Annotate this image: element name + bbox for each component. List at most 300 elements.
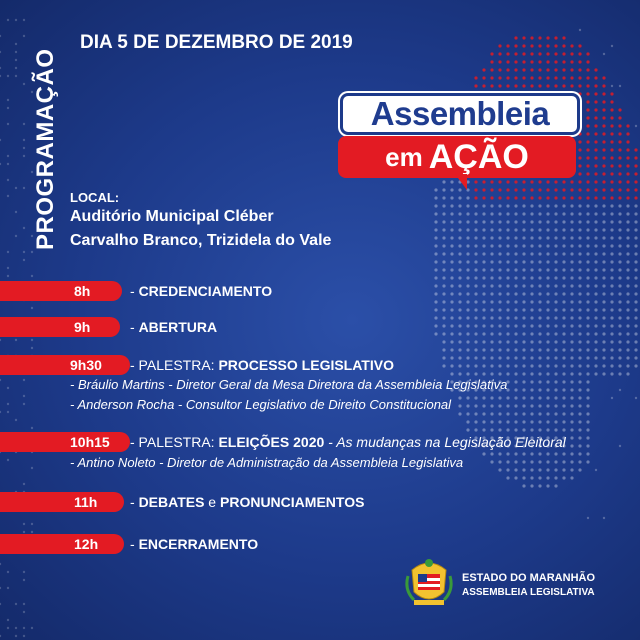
decor-dot xyxy=(522,420,525,423)
decor-dot xyxy=(434,300,437,303)
decor-dot xyxy=(522,468,525,471)
decor-dot xyxy=(450,228,453,231)
decor-dot xyxy=(490,212,493,215)
decor-dot xyxy=(586,412,589,415)
decor-dot xyxy=(490,180,493,183)
decor-dot xyxy=(506,252,509,255)
decor-dot xyxy=(586,364,589,367)
decor-dot xyxy=(498,52,501,55)
decor-dot xyxy=(482,284,485,287)
decor-dot xyxy=(634,228,637,231)
decor-dot xyxy=(546,44,549,47)
decor-dot xyxy=(619,445,621,447)
decor-dot xyxy=(466,268,469,271)
decor-dot xyxy=(570,52,573,55)
decor-dot xyxy=(602,204,605,207)
decor-dot xyxy=(586,276,589,279)
decor-dot xyxy=(554,212,557,215)
decor-dot xyxy=(578,84,581,87)
decor-dot xyxy=(586,340,589,343)
decor-dot xyxy=(618,268,621,271)
decor-dot xyxy=(506,396,509,399)
decor-dot xyxy=(594,124,597,127)
decor-dot xyxy=(530,76,533,79)
decor-dot xyxy=(506,228,509,231)
decor-dot xyxy=(562,476,565,479)
decor-dot xyxy=(506,348,509,351)
decor-dot xyxy=(562,212,565,215)
decor-dot xyxy=(619,389,621,391)
decor-dot xyxy=(602,364,605,367)
decor-dot xyxy=(610,220,613,223)
decor-dot xyxy=(498,180,501,183)
decor-dot xyxy=(498,276,501,279)
decor-dot xyxy=(546,196,549,199)
decor-dot xyxy=(530,468,533,471)
decor-dot xyxy=(15,67,17,69)
decor-dot xyxy=(602,356,605,359)
decor-dot xyxy=(546,340,549,343)
decor-dot xyxy=(554,452,557,455)
decor-dot xyxy=(562,348,565,351)
decor-dot xyxy=(546,236,549,239)
decor-dot xyxy=(506,260,509,263)
decor-dot xyxy=(490,244,493,247)
item-subtitle: - As mudanças na Legislação Eleitoral xyxy=(324,434,566,450)
decor-dot xyxy=(570,372,573,375)
decor-dot xyxy=(442,364,445,367)
decor-dot xyxy=(538,236,541,239)
decor-dot xyxy=(530,348,533,351)
decor-dot xyxy=(23,227,25,229)
decor-dot xyxy=(626,372,629,375)
decor-dot xyxy=(578,212,581,215)
decor-dot xyxy=(594,100,597,103)
time-bar xyxy=(0,355,130,375)
decor-dot xyxy=(619,85,621,87)
time-bar xyxy=(0,492,124,512)
decor-dot xyxy=(514,348,517,351)
decor-dot xyxy=(586,460,589,463)
decor-dot xyxy=(498,76,501,79)
decor-dot xyxy=(23,379,25,381)
decor-dot xyxy=(458,244,461,247)
decor-dot xyxy=(570,300,573,303)
decor-dot xyxy=(434,260,437,263)
event-date: DIA 5 DE DEZEMBRO DE 2019 xyxy=(80,32,353,53)
decor-dot xyxy=(442,324,445,327)
decor-dot xyxy=(482,252,485,255)
decor-dot xyxy=(514,372,517,375)
decor-dot xyxy=(458,252,461,255)
decor-dot xyxy=(490,268,493,271)
decor-dot xyxy=(15,211,17,213)
decor-dot xyxy=(458,204,461,207)
decor-dot xyxy=(578,364,581,367)
decor-dot xyxy=(31,427,33,429)
decor-dot xyxy=(498,356,501,359)
decor-dot xyxy=(458,228,461,231)
decor-dot xyxy=(458,284,461,287)
decor-dot xyxy=(586,380,589,383)
decor-dot xyxy=(514,244,517,247)
decor-dot xyxy=(562,412,565,415)
decor-dot xyxy=(522,340,525,343)
decor-dot xyxy=(7,571,9,573)
decor-dot xyxy=(594,196,597,199)
decor-dot xyxy=(594,108,597,111)
decor-dot xyxy=(474,268,477,271)
decor-dot xyxy=(626,252,629,255)
decor-dot xyxy=(514,476,517,479)
decor-dot xyxy=(490,252,493,255)
decor-dot xyxy=(538,468,541,471)
item-prefix: - PALESTRA: xyxy=(130,434,219,450)
decor-dot xyxy=(458,356,461,359)
decor-dot xyxy=(562,236,565,239)
decor-dot xyxy=(546,388,549,391)
decor-dot xyxy=(530,68,533,71)
decor-dot xyxy=(482,332,485,335)
item-title: CREDENCIAMENTO xyxy=(138,283,273,299)
decor-dot xyxy=(602,212,605,215)
decor-dot xyxy=(538,212,541,215)
decor-dot xyxy=(570,284,573,287)
decor-dot xyxy=(546,428,549,431)
decor-dot xyxy=(562,308,565,311)
decor-dot xyxy=(602,196,605,199)
decor-dot xyxy=(578,68,581,71)
decor-dot xyxy=(570,276,573,279)
decor-dot xyxy=(458,212,461,215)
decor-dot xyxy=(562,68,565,71)
decor-dot xyxy=(594,260,597,263)
decor-dot xyxy=(626,308,629,311)
time-label: 9h30 xyxy=(70,357,102,373)
decor-dot xyxy=(570,340,573,343)
decor-dot xyxy=(458,308,461,311)
decor-dot xyxy=(562,428,565,431)
item-prefix: - xyxy=(130,319,139,335)
decor-dot xyxy=(610,140,613,143)
decor-dot xyxy=(618,220,621,223)
decor-dot xyxy=(562,356,565,359)
decor-dot xyxy=(498,300,501,303)
decor-dot xyxy=(474,284,477,287)
decor-dot xyxy=(7,459,9,461)
decor-dot xyxy=(482,396,485,399)
decor-dot xyxy=(450,220,453,223)
decor-dot xyxy=(594,364,597,367)
decor-dot xyxy=(626,188,629,191)
decor-dot xyxy=(546,268,549,271)
decor-dot xyxy=(554,428,557,431)
decor-dot xyxy=(482,356,485,359)
decor-dot xyxy=(546,476,549,479)
decor-dot xyxy=(490,84,493,87)
decor-dot xyxy=(578,292,581,295)
decor-dot xyxy=(7,619,9,621)
decor-dot xyxy=(490,412,493,415)
decor-dot xyxy=(498,60,501,63)
decor-dot xyxy=(626,260,629,263)
decor-dot xyxy=(634,332,637,335)
decor-dot xyxy=(522,180,525,183)
decor-dot xyxy=(522,52,525,55)
decor-dot xyxy=(498,468,501,471)
decor-dot xyxy=(562,452,565,455)
decor-dot xyxy=(530,44,533,47)
decor-dot xyxy=(7,587,9,589)
item-title: ABERTURA xyxy=(138,319,218,335)
decor-dot xyxy=(530,188,533,191)
decor-dot xyxy=(506,76,509,79)
decor-dot xyxy=(522,300,525,303)
decor-dot xyxy=(546,380,549,383)
decor-dot xyxy=(530,308,533,311)
decor-dot xyxy=(578,284,581,287)
decor-dot xyxy=(514,428,517,431)
decor-dot xyxy=(578,348,581,351)
decor-dot xyxy=(562,252,565,255)
decor-dot xyxy=(634,356,637,359)
decor-dot xyxy=(626,244,629,247)
decor-dot xyxy=(602,100,605,103)
decor-dot xyxy=(538,372,541,375)
decor-dot xyxy=(578,236,581,239)
speaker-detail: - Anderson Rocha - Consultor Legislativo de Direito Constitucional xyxy=(70,397,452,412)
decor-dot xyxy=(618,172,621,175)
decor-dot xyxy=(514,60,517,63)
decor-dot xyxy=(522,380,525,383)
decor-dot xyxy=(554,196,557,199)
decor-dot xyxy=(562,332,565,335)
decor-dot xyxy=(610,276,613,279)
decor-dot xyxy=(578,140,581,143)
decor-dot xyxy=(458,260,461,263)
decor-dot xyxy=(450,204,453,207)
decor-dot xyxy=(466,412,469,415)
decor-dot xyxy=(586,132,589,135)
decor-dot xyxy=(482,428,485,431)
decor-dot xyxy=(546,260,549,263)
decor-dot xyxy=(450,324,453,327)
decor-dot xyxy=(442,276,445,279)
decor-dot xyxy=(514,308,517,311)
decor-dot xyxy=(586,156,589,159)
decor-dot xyxy=(594,68,597,71)
decor-dot xyxy=(594,92,597,95)
decor-dot xyxy=(610,100,613,103)
decor-dot xyxy=(530,356,533,359)
decor-dot xyxy=(570,204,573,207)
decor-dot xyxy=(546,220,549,223)
decor-dot xyxy=(554,228,557,231)
decor-dot xyxy=(626,324,629,327)
decor-dot xyxy=(554,468,557,471)
decor-dot xyxy=(546,324,549,327)
decor-dot xyxy=(562,188,565,191)
decor-dot xyxy=(570,468,573,471)
decor-dot xyxy=(554,236,557,239)
decor-dot xyxy=(634,220,637,223)
decor-dot xyxy=(23,147,25,149)
decor-dot xyxy=(506,468,509,471)
decor-dot xyxy=(458,276,461,279)
decor-dot xyxy=(482,300,485,303)
decor-dot xyxy=(522,76,525,79)
decor-dot xyxy=(506,60,509,63)
decor-dot xyxy=(522,212,525,215)
logo-assembleia: Assembleia xyxy=(340,93,580,135)
decor-dot xyxy=(602,260,605,263)
decor-dot xyxy=(530,420,533,423)
decor-dot xyxy=(554,84,557,87)
decor-dot xyxy=(450,276,453,279)
decor-dot xyxy=(474,364,477,367)
decor-dot xyxy=(498,420,501,423)
time-bar xyxy=(0,281,122,301)
decor-dot xyxy=(490,52,493,55)
decor-dot xyxy=(530,60,533,63)
schedule-item-abertura xyxy=(130,319,217,335)
decor-dot xyxy=(7,411,9,413)
decor-dot xyxy=(514,316,517,319)
decor-dot xyxy=(466,276,469,279)
decor-dot xyxy=(546,468,549,471)
decor-dot xyxy=(498,44,501,47)
decor-dot xyxy=(522,44,525,47)
decor-dot xyxy=(506,476,509,479)
decor-dot xyxy=(570,260,573,263)
decor-dot xyxy=(434,228,437,231)
decor-dot xyxy=(618,140,621,143)
decor-dot xyxy=(578,228,581,231)
decor-dot xyxy=(562,468,565,471)
decor-dot xyxy=(546,244,549,247)
decor-dot xyxy=(442,348,445,351)
decor-dot xyxy=(482,340,485,343)
speaker-detail: - Bráulio Martins - Diretor Geral da Mesa Diretora da Assembleia Legislativa xyxy=(70,377,508,392)
decor-dot xyxy=(538,388,541,391)
decor-dot xyxy=(7,75,9,77)
decor-dot xyxy=(602,324,605,327)
decor-dot xyxy=(602,340,605,343)
decor-dot xyxy=(562,292,565,295)
decor-dot xyxy=(570,404,573,407)
decor-dot xyxy=(31,627,33,629)
decor-dot xyxy=(466,252,469,255)
decor-dot xyxy=(482,412,485,415)
decor-dot xyxy=(506,180,509,183)
decor-dot xyxy=(546,372,549,375)
decor-dot xyxy=(522,196,525,199)
decor-dot xyxy=(618,236,621,239)
decor-dot xyxy=(578,452,581,455)
decor-dot xyxy=(506,68,509,71)
decor-dot xyxy=(618,300,621,303)
decor-dot xyxy=(506,412,509,415)
decor-dot xyxy=(482,220,485,223)
decor-dot xyxy=(466,372,469,375)
decor-dot xyxy=(450,268,453,271)
decor-dot xyxy=(522,460,525,463)
decor-dot xyxy=(610,308,613,311)
decor-dot xyxy=(466,308,469,311)
decor-dot xyxy=(482,260,485,263)
decor-dot xyxy=(546,396,549,399)
decor-dot xyxy=(522,188,525,191)
decor-dot xyxy=(610,180,613,183)
decor-dot xyxy=(618,276,621,279)
decor-dot xyxy=(7,19,9,21)
decor-dot xyxy=(570,396,573,399)
decor-dot xyxy=(610,356,613,359)
decor-dot xyxy=(538,428,541,431)
decor-dot xyxy=(586,148,589,151)
decor-dot xyxy=(562,268,565,271)
decor-dot xyxy=(530,180,533,183)
decor-dot xyxy=(610,236,613,239)
decor-dot xyxy=(570,180,573,183)
decor-dot xyxy=(626,268,629,271)
decor-dot xyxy=(570,412,573,415)
decor-dot xyxy=(7,403,9,405)
decor-dot xyxy=(570,324,573,327)
decor-dot xyxy=(498,196,501,199)
decor-dot xyxy=(530,332,533,335)
decor-dot xyxy=(554,340,557,343)
decor-dot xyxy=(490,372,493,375)
decor-dot xyxy=(23,531,25,533)
decor-dot xyxy=(578,412,581,415)
decor-dot xyxy=(458,404,461,407)
decor-dot xyxy=(490,364,493,367)
decor-dot xyxy=(490,324,493,327)
decor-dot xyxy=(554,52,557,55)
decor-dot xyxy=(514,252,517,255)
decor-dot xyxy=(474,276,477,279)
decor-dot xyxy=(586,180,589,183)
decor-dot xyxy=(442,260,445,263)
decor-dot xyxy=(474,308,477,311)
decor-dot xyxy=(31,307,33,309)
footer-estado: ESTADO DO MARANHÃO xyxy=(462,572,596,584)
decor-dot xyxy=(554,44,557,47)
decor-dot xyxy=(522,412,525,415)
decor-dot xyxy=(594,292,597,295)
decor-dot xyxy=(546,292,549,295)
decor-dot xyxy=(458,332,461,335)
decor-dot xyxy=(466,348,469,351)
decor-dot xyxy=(450,340,453,343)
decor-dot xyxy=(546,412,549,415)
item-title: ELEIÇÕES 2020 xyxy=(218,434,325,450)
decor-dot xyxy=(618,204,621,207)
decor-dot xyxy=(474,220,477,223)
decor-dot xyxy=(514,364,517,367)
decor-dot xyxy=(586,292,589,295)
decor-dot xyxy=(618,372,621,375)
decor-dot xyxy=(514,276,517,279)
decor-dot xyxy=(506,452,509,455)
decor-dot xyxy=(594,308,597,311)
decor-dot xyxy=(546,84,549,87)
decor-dot xyxy=(570,76,573,79)
decor-dot xyxy=(450,244,453,247)
decor-dot xyxy=(23,571,25,573)
decor-dot xyxy=(586,236,589,239)
